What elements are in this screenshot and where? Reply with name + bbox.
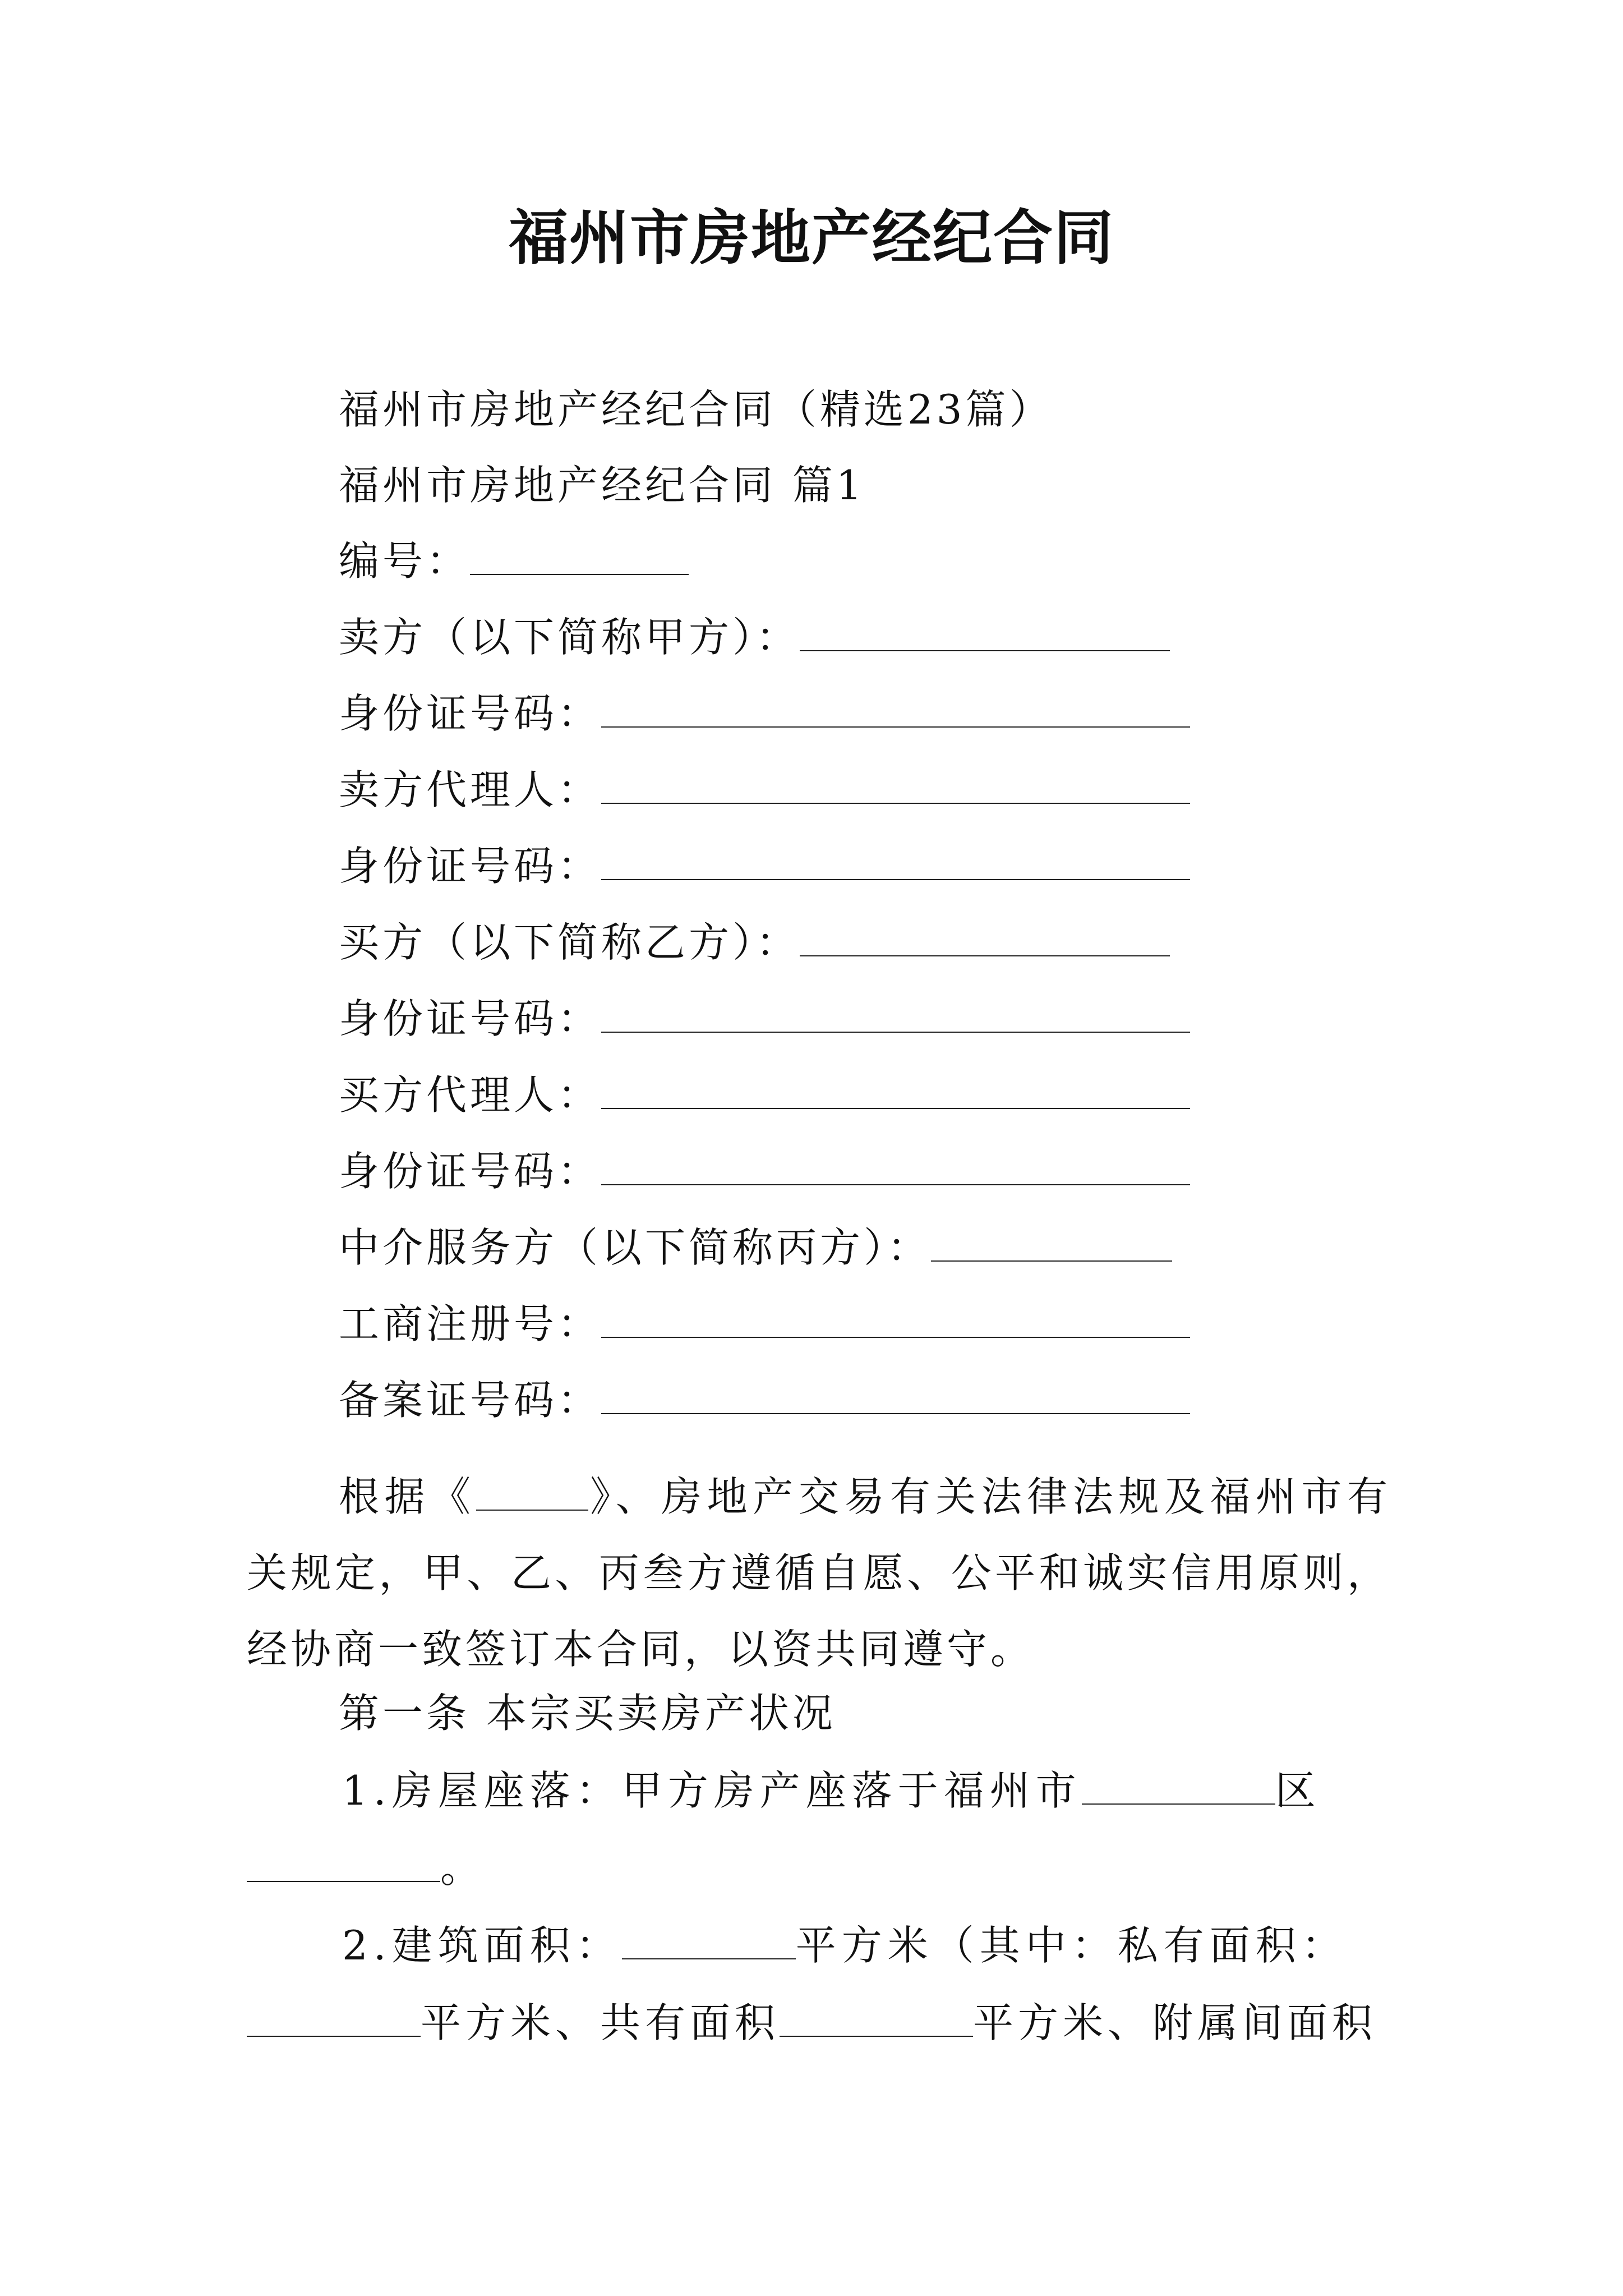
item-suffix: 区 bbox=[1275, 1767, 1321, 1814]
field-label: 卖方（以下简称甲方）： bbox=[339, 614, 800, 661]
intro-text-rest: 》、房地产交易有关法律法规及福州市有关规定，甲、乙、丙叁方遵循自愿、公平和诚实信用原则，经协商一致签订本合同，以资共同遵守。 bbox=[247, 1473, 1391, 1673]
blank-line bbox=[601, 845, 1190, 880]
field-filing-number bbox=[339, 1372, 1190, 1428]
blank-line bbox=[622, 1925, 796, 1959]
field-seller-agent-id bbox=[339, 838, 1190, 894]
field-buyer-agent-id bbox=[339, 1143, 1190, 1199]
field-intermediary bbox=[339, 1220, 1172, 1276]
field-label: 编号： bbox=[339, 537, 471, 585]
field-buyer-agent bbox=[339, 1067, 1190, 1123]
blank-line bbox=[1082, 1770, 1275, 1805]
field-label: 卖方代理人： bbox=[339, 766, 602, 813]
field-label: 身份证号码： bbox=[339, 995, 602, 1042]
section-heading: 福州市房地产经纪合同 篇1 bbox=[339, 462, 865, 509]
blank-line bbox=[800, 616, 1170, 651]
blank-line bbox=[800, 922, 1170, 956]
blank-line bbox=[601, 693, 1190, 728]
field-label: 中介服务方（以下简称丙方）： bbox=[339, 1224, 932, 1271]
item-1-continuation bbox=[247, 1840, 484, 1896]
field-label: 备案证号码： bbox=[339, 1377, 602, 1424]
intro-text-start: 根据《 bbox=[339, 1473, 476, 1520]
blank-line bbox=[470, 540, 689, 575]
blank-line bbox=[601, 1151, 1190, 1185]
field-seller-id bbox=[339, 685, 1190, 742]
intro-paragraph bbox=[247, 1458, 1391, 1687]
document-subtitle: 福州市房地产经纪合同（精选23篇） bbox=[339, 386, 1053, 433]
blank-line bbox=[780, 2002, 973, 2037]
field-seller bbox=[339, 609, 1170, 665]
item-text: 平方米（其中：私有面积： bbox=[795, 1922, 1348, 1969]
field-contract-number bbox=[339, 533, 689, 589]
item-text: 平方米、共有面积 bbox=[421, 1999, 780, 2046]
field-label: 身份证号码： bbox=[339, 843, 602, 890]
field-label: 身份证号码： bbox=[339, 1148, 602, 1195]
field-label: 买方（以下简称乙方）： bbox=[339, 919, 800, 966]
item-label: 1.房屋座落：甲方房产座落于福州市 bbox=[342, 1767, 1082, 1814]
blank-line bbox=[601, 769, 1190, 804]
blank-line bbox=[601, 1303, 1190, 1338]
field-buyer-id bbox=[339, 991, 1190, 1047]
blank-line bbox=[601, 998, 1190, 1033]
item-text: 平方米、附属间面积 bbox=[973, 1999, 1377, 2046]
blank-line bbox=[601, 1074, 1190, 1109]
field-label: 工商注册号： bbox=[339, 1300, 602, 1347]
item-2-area bbox=[342, 1917, 1348, 1973]
item-2-continuation bbox=[247, 1995, 1377, 2051]
article-1-heading: 第一条 本宗买卖房产状况 bbox=[339, 1690, 836, 1737]
document-title: 福州市房地产经纪合同 bbox=[509, 204, 1114, 273]
field-buyer bbox=[339, 914, 1170, 970]
field-seller-agent bbox=[339, 762, 1190, 818]
blank-line bbox=[476, 1476, 588, 1511]
blank-line bbox=[247, 2002, 421, 2037]
field-label: 买方代理人： bbox=[339, 1071, 602, 1119]
field-business-registration bbox=[339, 1296, 1190, 1352]
item-end: 。 bbox=[440, 1844, 485, 1892]
blank-line bbox=[931, 1227, 1172, 1262]
blank-line bbox=[247, 1847, 440, 1882]
blank-line bbox=[601, 1379, 1190, 1414]
item-label: 2.建筑面积： bbox=[342, 1922, 622, 1969]
field-label: 身份证号码： bbox=[339, 690, 602, 737]
item-1-location bbox=[342, 1763, 1321, 1819]
